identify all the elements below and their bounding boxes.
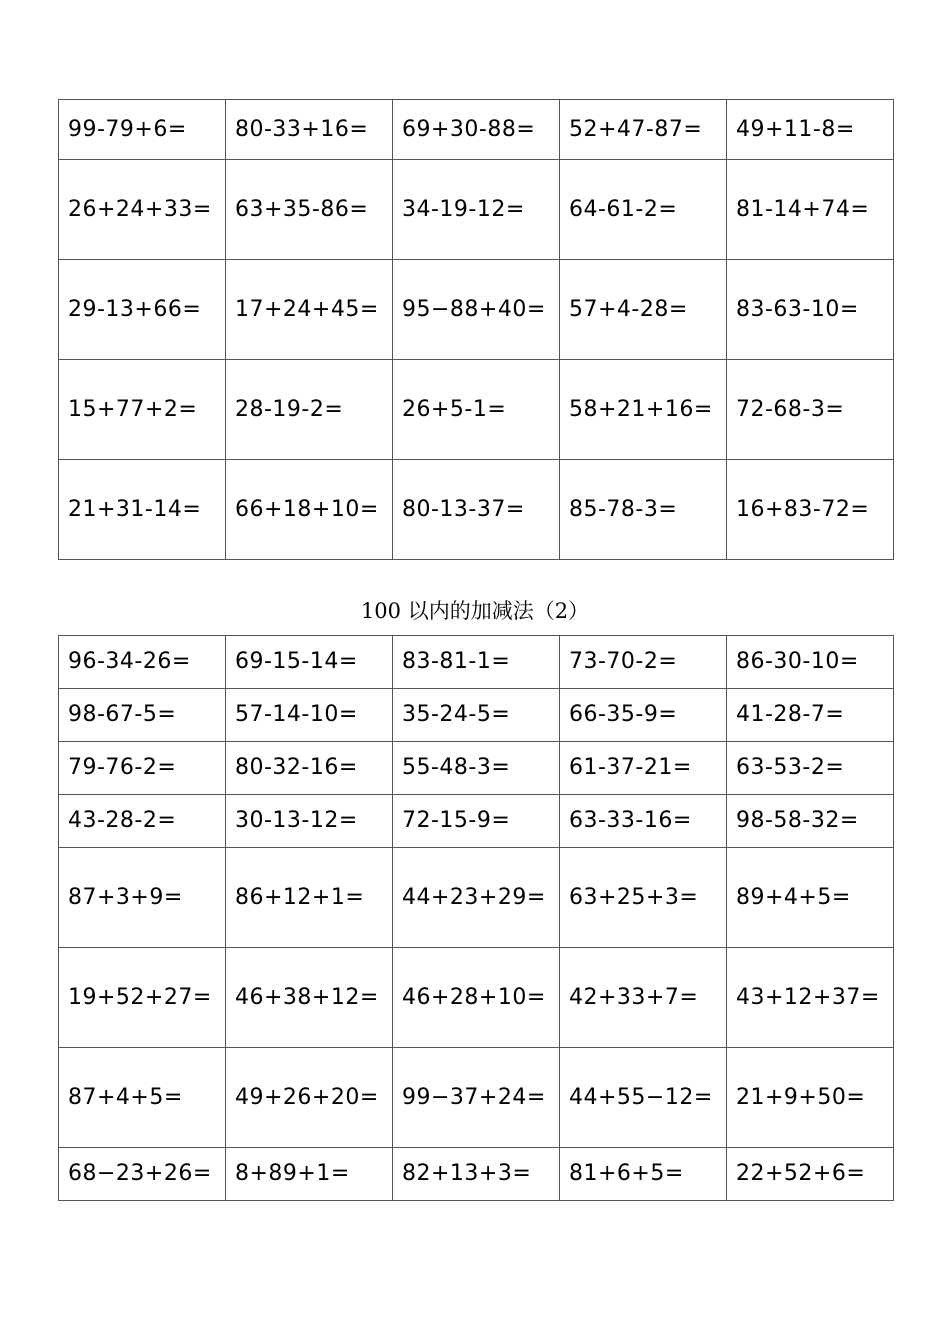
- problem-cell: 46+28+10=: [393, 948, 560, 1048]
- problem-cell: 26+5-1=: [393, 360, 560, 460]
- problem-cell: 57-14-10=: [226, 689, 393, 742]
- table-row: [59, 795, 894, 848]
- problem-cell: 30-13-12=: [226, 795, 393, 848]
- problem-cell: 55-48-3=: [393, 742, 560, 795]
- problem-cell: 35-24-5=: [393, 689, 560, 742]
- problem-cell: 87+4+5=: [59, 1048, 226, 1148]
- problem-cell: 22+52+6=: [727, 1148, 894, 1201]
- problem-cell: 19+52+27=: [59, 948, 226, 1048]
- problem-cell: 52+47-87=: [560, 100, 727, 160]
- problem-cell: 87+3+9=: [59, 848, 226, 948]
- problem-cell: 61-37-21=: [560, 742, 727, 795]
- problem-cell: 21+9+50=: [727, 1048, 894, 1148]
- problem-cell: 81-14+74=: [727, 160, 894, 260]
- problem-cell: 81+6+5=: [560, 1148, 727, 1201]
- problem-cell: 34-19-12=: [393, 160, 560, 260]
- table-row: [59, 948, 894, 1048]
- problem-cell: 63+35-86=: [226, 160, 393, 260]
- problem-cell: 49+11-8=: [727, 100, 894, 160]
- worksheet-table-1: [58, 99, 894, 560]
- problem-cell: 80-33+16=: [226, 100, 393, 160]
- problem-cell: 26+24+33=: [59, 160, 226, 260]
- problem-cell: 95−88+40=: [393, 260, 560, 360]
- worksheet-table-2: [58, 635, 894, 1201]
- problem-cell: 73-70-2=: [560, 636, 727, 689]
- problem-cell: 58+21+16=: [560, 360, 727, 460]
- problem-cell: 57+4-28=: [560, 260, 727, 360]
- problem-cell: 86-30-10=: [727, 636, 894, 689]
- problem-cell: 63-53-2=: [727, 742, 894, 795]
- problem-cell: 69-15-14=: [226, 636, 393, 689]
- table-row: [59, 260, 894, 360]
- problem-cell: 41-28-7=: [727, 689, 894, 742]
- section-title: 100 以内的加减法（2）: [360, 599, 590, 623]
- table-row: [59, 160, 894, 260]
- table-row: [59, 1048, 894, 1148]
- problem-cell: 96-34-26=: [59, 636, 226, 689]
- problem-cell: 63-33-16=: [560, 795, 727, 848]
- problem-cell: 79-76-2=: [59, 742, 226, 795]
- table-row: [59, 460, 894, 560]
- problem-cell: 29-13+66=: [59, 260, 226, 360]
- problem-cell: 85-78-3=: [560, 460, 727, 560]
- problem-cell: 21+31-14=: [59, 460, 226, 560]
- problem-cell: 66+18+10=: [226, 460, 393, 560]
- problem-cell: 83-63-10=: [727, 260, 894, 360]
- problem-cell: 72-15-9=: [393, 795, 560, 848]
- problem-cell: 68−23+26=: [59, 1148, 226, 1201]
- problem-cell: 69+30-88=: [393, 100, 560, 160]
- table-row: [59, 742, 894, 795]
- problem-cell: 80-32-16=: [226, 742, 393, 795]
- problem-cell: 15+77+2=: [59, 360, 226, 460]
- table-row: [59, 636, 894, 689]
- problem-cell: 80-13-37=: [393, 460, 560, 560]
- problem-cell: 99−37+24=: [393, 1048, 560, 1148]
- problem-cell: 8+89+1=: [226, 1148, 393, 1201]
- table-row: [59, 689, 894, 742]
- problem-cell: 44+55−12=: [560, 1048, 727, 1148]
- problem-cell: 98-58-32=: [727, 795, 894, 848]
- problem-cell: 43+12+37=: [727, 948, 894, 1048]
- problem-cell: 28-19-2=: [226, 360, 393, 460]
- table-row: [59, 848, 894, 948]
- problem-cell: 63+25+3=: [560, 848, 727, 948]
- problem-cell: 49+26+20=: [226, 1048, 393, 1148]
- problem-cell: 43-28-2=: [59, 795, 226, 848]
- problem-cell: 98-67-5=: [59, 689, 226, 742]
- problem-cell: 99-79+6=: [59, 100, 226, 160]
- problem-cell: 42+33+7=: [560, 948, 727, 1048]
- problem-cell: 83-81-1=: [393, 636, 560, 689]
- problem-cell: 66-35-9=: [560, 689, 727, 742]
- table-row: [59, 1148, 894, 1201]
- problem-cell: 72-68-3=: [727, 360, 894, 460]
- problem-cell: 86+12+1=: [226, 848, 393, 948]
- table-row: [59, 360, 894, 460]
- problem-cell: 46+38+12=: [226, 948, 393, 1048]
- problem-cell: 64-61-2=: [560, 160, 727, 260]
- problem-cell: 44+23+29=: [393, 848, 560, 948]
- problem-cell: 82+13+3=: [393, 1148, 560, 1201]
- problem-cell: 16+83-72=: [727, 460, 894, 560]
- problem-cell: 89+4+5=: [727, 848, 894, 948]
- problem-cell: 17+24+45=: [226, 260, 393, 360]
- table-row: [59, 100, 894, 160]
